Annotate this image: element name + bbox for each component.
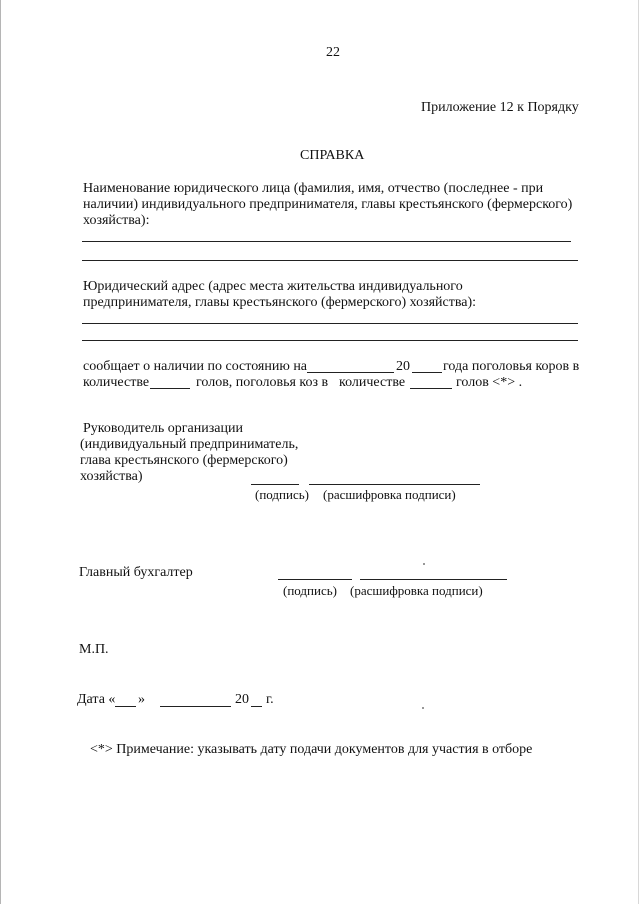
- cows-count-blank: [150, 388, 190, 389]
- address-label-line-1: Юридический адрес (адрес места жительства индивидуального: [83, 279, 463, 294]
- appendix-reference: Приложение 12 к Порядку: [421, 100, 579, 115]
- head-label-line-3: глава крестьянского (фермерского): [80, 453, 288, 468]
- accountant-signature-line: [278, 579, 352, 580]
- name-fill-line-2: [82, 260, 578, 261]
- year-fill-blank: [412, 372, 442, 373]
- accountant-signature-caption: (подпись): [283, 583, 337, 598]
- livestock-text-1b: 20: [396, 359, 410, 374]
- page-number: 22: [326, 45, 340, 60]
- livestock-text-2c: количестве: [339, 375, 406, 390]
- livestock-text-2b: голов, поголовья коз в: [196, 375, 329, 390]
- goats-count-blank: [410, 388, 452, 389]
- date-suffix: г.: [266, 692, 274, 707]
- scan-speck: [422, 707, 424, 709]
- head-label-line-1: Руководитель организации: [83, 421, 243, 436]
- name-fill-line-1: [82, 241, 571, 242]
- name-label-line-2: наличии) индивидуального предпринимателя, главы крестьянского (фермерского): [83, 197, 573, 212]
- livestock-text-2d: голов <*> .: [456, 375, 523, 390]
- date-year-prefix: 20: [235, 692, 249, 707]
- livestock-text-2a: количестве: [83, 375, 150, 390]
- accountant-decode-line: [360, 579, 507, 580]
- scan-speck: [423, 563, 425, 565]
- accountant-label: Главный бухгалтер: [79, 565, 193, 580]
- head-signature-line: [251, 484, 299, 485]
- head-signature-caption: (подпись): [255, 487, 309, 502]
- date-fill-blank: [307, 372, 394, 373]
- address-fill-line-1: [82, 323, 578, 324]
- head-label-line-2: (индивидуальный предприниматель,: [80, 437, 299, 452]
- footnote: <*> Примечание: указывать дату подачи документов для участия в отборе: [90, 742, 533, 757]
- head-decode-line: [309, 484, 480, 485]
- date-year-blank: [251, 706, 262, 707]
- livestock-text-1a: сообщает о наличии по состоянию на: [83, 359, 308, 374]
- accountant-decode-caption: (расшифровка подписи): [350, 583, 483, 598]
- head-decode-caption: (расшифровка подписи): [323, 487, 456, 502]
- name-label-line-3: хозяйства):: [83, 213, 150, 228]
- head-label-line-4: хозяйства): [80, 469, 143, 484]
- address-fill-line-2: [82, 340, 578, 341]
- date-label: Дата «: [77, 692, 116, 707]
- address-label-line-2: предпринимателя, главы крестьянского (фермерского) хозяйства):: [83, 295, 477, 310]
- date-day-blank: [115, 706, 136, 707]
- livestock-text-1c: года поголовья коров в: [443, 359, 580, 374]
- document-title: СПРАВКА: [300, 148, 365, 163]
- name-label-line-1: Наименование юридического лица (фамилия, имя, отчество (последнее - при: [83, 181, 544, 196]
- date-quote-close: »: [138, 692, 145, 707]
- stamp-label: М.П.: [79, 642, 109, 657]
- date-month-blank: [160, 706, 231, 707]
